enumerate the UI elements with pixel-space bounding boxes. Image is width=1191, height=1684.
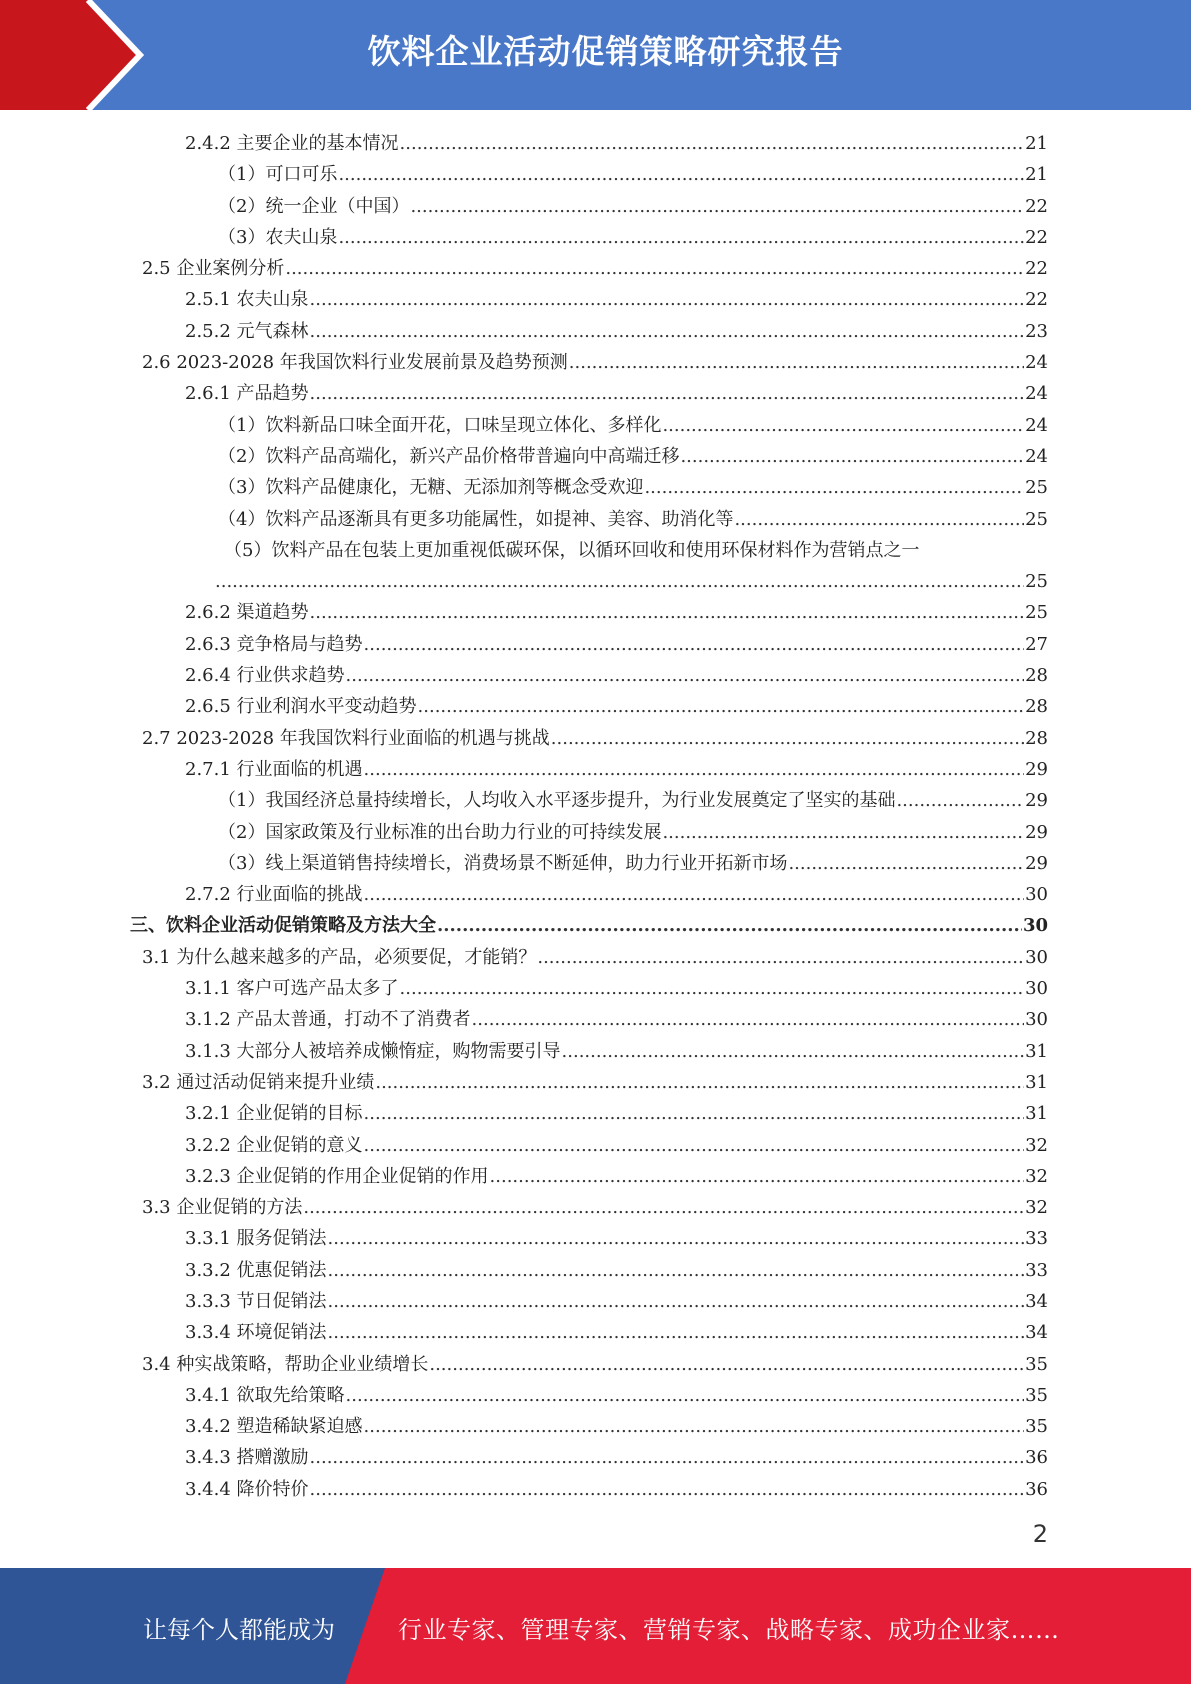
toc-entry-page: 24: [1025, 414, 1048, 436]
toc-entry-title: 2.6 2023-2028 年我国饮料行业发展前景及趋势预测: [142, 352, 568, 374]
toc-entry-page: 28: [1025, 727, 1048, 749]
toc-entry[interactable]: [130, 191, 1048, 222]
toc-leader-dots: [215, 566, 1024, 597]
toc-entry-title: 2.5.1 农夫山泉: [185, 289, 309, 311]
toc-entry-title: （2）统一企业（中国）: [218, 195, 410, 217]
toc-entry-title: 2.6.3 竞争格局与趋势: [185, 633, 363, 655]
toc-entry[interactable]: [130, 1161, 1048, 1192]
toc-entry-title: 3.2.2 企业促销的意义: [185, 1134, 363, 1156]
toc-entry-page: 30: [1025, 946, 1048, 968]
footer-slogan-left: 让每个人都能成为: [143, 1616, 335, 1644]
toc-entry-page: 30: [1025, 884, 1048, 906]
toc-entry[interactable]: [130, 1098, 1048, 1129]
toc-leader-dots: [328, 1255, 1025, 1286]
toc-entry[interactable]: [130, 253, 1048, 284]
toc-entry-page: 30: [1025, 1009, 1048, 1031]
toc-entry[interactable]: [130, 1286, 1048, 1317]
toc-entry-title: 3.2 通过活动促销来提升业绩: [142, 1071, 375, 1093]
toc-entry[interactable]: [130, 973, 1048, 1004]
toc-entry-page: 35: [1025, 1416, 1048, 1438]
toc-leader-dots: [328, 1317, 1025, 1348]
toc-entry[interactable]: [130, 723, 1048, 754]
toc-entry-page: 29: [1025, 821, 1048, 843]
toc-entry-page: 29: [1025, 758, 1048, 780]
toc-entry-title: 3.4.3 搭赠激励: [185, 1447, 309, 1469]
toc-entry[interactable]: [130, 817, 1048, 848]
toc-entry-page: 33: [1025, 1259, 1048, 1281]
toc-entry-page: 32: [1025, 1134, 1048, 1156]
toc-entry-title: 3.3.2 优惠促销法: [185, 1259, 327, 1281]
toc-entry-page: 24: [1025, 383, 1048, 405]
toc-leader-dots: [562, 1036, 1025, 1067]
toc-entry-title: 3.3.3 节日促销法: [185, 1290, 327, 1312]
toc-entry[interactable]: [130, 1442, 1048, 1473]
toc-entry-page: 32: [1025, 1197, 1048, 1219]
toc-entry[interactable]: [130, 504, 1048, 535]
toc-leader-dots: [788, 848, 1024, 879]
page-header: [0, 0, 1191, 110]
toc-leader-dots: [429, 1349, 1024, 1380]
toc-entry-title: 2.7 2023-2028 年我国饮料行业面临的机遇与挑战: [142, 727, 550, 749]
toc-entry-title: （1）可口可乐: [218, 164, 338, 186]
toc-leader-dots: [328, 1286, 1025, 1317]
toc-entry-title: 3.1.1 客户可选产品太多了: [185, 978, 399, 1000]
toc-entry-page: 25: [1025, 477, 1048, 499]
toc-entry[interactable]: [130, 1411, 1048, 1442]
toc-entry[interactable]: [130, 1380, 1048, 1411]
toc-leader-dots: [418, 691, 1025, 722]
toc-entry-page: 25: [1025, 602, 1048, 624]
toc-leader-dots: [310, 316, 1025, 347]
toc-entry-title: 3.1.2 产品太普通，打动不了消费者: [185, 1009, 471, 1031]
toc-entry-page: 35: [1025, 1384, 1048, 1406]
toc-entry-title: 2.6.2 渠道趋势: [185, 602, 309, 624]
toc-leader-dots: [364, 879, 1025, 910]
toc-leader-dots: [400, 973, 1025, 1004]
toc-leader-dots: [346, 1380, 1025, 1411]
toc-leader-dots: [310, 378, 1025, 409]
toc-entry-title: 2.4.2 主要企业的基本情况: [185, 133, 399, 154]
toc-leader-dots: [490, 1161, 1025, 1192]
toc-leader-dots: [328, 1223, 1025, 1254]
toc-entry-title: 2.7.2 行业面临的挑战: [185, 884, 363, 906]
toc-entry-title: 3.2.1 企业促销的目标: [185, 1103, 363, 1125]
footer-slogan-right: 行业专家、管理专家、营销专家、战略专家、成功企业家……: [398, 1616, 1060, 1644]
toc-leader-dots: [364, 629, 1025, 660]
toc-entry-title: 3.1 为什么越来越多的产品，必须要促，才能销？: [142, 946, 537, 968]
toc-entry-page: 21: [1025, 133, 1048, 154]
toc-entry-title: 2.7.1 行业面临的机遇: [185, 758, 363, 780]
toc-entry[interactable]: [130, 316, 1048, 347]
toc-entry-title: 三、饮料企业活动促销策略及方法大全: [130, 915, 436, 937]
toc-entry[interactable]: [130, 1349, 1048, 1380]
toc-leader-dots: [680, 441, 1024, 472]
toc-leader-dots: [644, 472, 1024, 503]
toc-leader-dots: [310, 284, 1025, 315]
toc-entry-title: 2.5 企业案例分析: [142, 258, 285, 280]
toc-leader-dots: [338, 159, 1024, 190]
toc-entry[interactable]: [130, 378, 1048, 409]
toc-entry[interactable]: [130, 1067, 1048, 1098]
toc-leader-dots: [303, 1192, 1024, 1223]
toc-entry[interactable]: [130, 1130, 1048, 1161]
toc-entry-page: 22: [1025, 226, 1048, 248]
toc-entry-page: 21: [1025, 164, 1048, 186]
toc-entry[interactable]: [130, 1036, 1048, 1067]
toc-leader-dots: [310, 597, 1025, 628]
toc-entry-page: 36: [1025, 1478, 1048, 1500]
page-number: 2: [1032, 1520, 1048, 1548]
toc-leader-dots: [338, 222, 1024, 253]
toc-entry-title: （1）我国经济总量持续增长，人均收入水平逐步提升，为行业发展奠定了坚实的基础: [218, 790, 896, 812]
toc-leader-dots: [375, 1067, 1024, 1098]
toc-entry-page: 22: [1025, 289, 1048, 311]
toc-entry-title: 2.6.5 行业利润水平变动趋势: [185, 696, 417, 718]
toc-entry-page: 31: [1025, 1103, 1048, 1125]
toc-entry-page: 22: [1025, 258, 1048, 280]
toc-entry[interactable]: [130, 597, 1048, 628]
toc-leader-dots: [310, 1442, 1025, 1473]
toc-entry-page: 23: [1025, 320, 1048, 342]
toc-entry-page: 34: [1025, 1290, 1048, 1312]
toc-entry[interactable]: [130, 410, 1048, 441]
toc-leader-dots: [364, 1130, 1025, 1161]
toc-entry[interactable]: [130, 1192, 1048, 1223]
toc-leader-dots: [896, 785, 1024, 816]
toc-entry[interactable]: [130, 347, 1048, 378]
toc-entry-title: 3.3 企业促销的方法: [142, 1197, 303, 1219]
report-title: 饮料企业活动促销策略研究报告: [367, 32, 844, 71]
toc-leader-dots: [662, 817, 1024, 848]
toc-leader-dots: [346, 660, 1025, 691]
toc-entry[interactable]: [130, 879, 1048, 910]
toc-entry[interactable]: [130, 284, 1048, 315]
toc-leader-dots: [537, 942, 1024, 973]
toc-entry[interactable]: [130, 910, 1048, 941]
toc-entry-page: 29: [1025, 790, 1048, 812]
toc-entry-wrapped-continuation[interactable]: [130, 566, 1048, 597]
toc-leader-dots: [734, 504, 1024, 535]
toc-entry[interactable]: [130, 1223, 1048, 1254]
toc-entry-page: 31: [1025, 1071, 1048, 1093]
toc-entry-title: （1）饮料新品口味全面开花，口味呈现立体化、多样化: [218, 414, 662, 436]
toc-entry-title: 3.3.1 服务促销法: [185, 1228, 327, 1250]
toc-entry-title: （2）国家政策及行业标准的出台助力行业的可持续发展: [218, 821, 662, 843]
toc-entry-page: 24: [1025, 445, 1048, 467]
toc-entry-title: （3）农夫山泉: [218, 226, 338, 248]
toc-entry[interactable]: [130, 441, 1048, 472]
toc-leader-dots: [437, 910, 1022, 941]
toc-entry-title: （3）饮料产品健康化，无糖、无添加剂等概念受欢迎: [218, 477, 644, 499]
toc-entry-page: 27: [1025, 633, 1048, 655]
toc-entry-title: （2）饮料产品高端化，新兴产品价格带普遍向中高端迁移: [218, 445, 680, 467]
table-of-contents: [130, 128, 1048, 1505]
toc-entry-title: 3.3.4 环境促销法: [185, 1322, 327, 1344]
toc-entry[interactable]: [130, 472, 1048, 503]
toc-entry[interactable]: [130, 222, 1048, 253]
toc-entry[interactable]: [130, 1317, 1048, 1348]
toc-entry-title: 2.6.4 行业供求趋势: [185, 665, 345, 687]
toc-entry-page: 25: [1025, 571, 1048, 593]
toc-entry-page: 31: [1025, 1040, 1048, 1062]
toc-entry-page: 28: [1025, 696, 1048, 718]
toc-leader-dots: [364, 754, 1025, 785]
toc-entry-title: 3.4.1 欲取先给策略: [185, 1384, 345, 1406]
toc-entry-page: 35: [1025, 1353, 1048, 1375]
toc-entry-title: 2.5.2 元气森林: [185, 320, 309, 342]
toc-entry-title: （4）饮料产品逐渐具有更多功能属性，如提神、美容、助消化等: [218, 508, 734, 530]
toc-leader-dots: [400, 128, 1025, 159]
toc-entry-title: （3）线上渠道销售持续增长，消费场景不断延伸，助力行业开拓新市场: [218, 852, 788, 874]
toc-entry-wrapped-title[interactable]: （5）饮料产品在包装上更加重视低碳环保，以循环回收和使用环保材料作为营销点之一: [224, 539, 920, 561]
toc-entry-page: 30: [1022, 915, 1048, 937]
toc-entry[interactable]: [130, 128, 1048, 159]
toc-entry[interactable]: [130, 1474, 1048, 1505]
toc-leader-dots: [364, 1411, 1025, 1442]
toc-entry-title: 3.4.4 降价特价: [185, 1478, 309, 1500]
toc-entry-page: 22: [1025, 195, 1048, 217]
toc-entry[interactable]: [130, 942, 1048, 973]
toc-leader-dots: [310, 1474, 1025, 1505]
toc-entry[interactable]: [130, 848, 1048, 879]
toc-entry[interactable]: [130, 691, 1048, 722]
toc-entry-page: 36: [1025, 1447, 1048, 1469]
toc-leader-dots: [569, 347, 1024, 378]
toc-entry-title: 2.6.1 产品趋势: [185, 383, 309, 405]
toc-entry-title: 3.2.3 企业促销的作用企业促销的作用: [185, 1165, 489, 1187]
toc-entry-page: 32: [1025, 1165, 1048, 1187]
toc-entry[interactable]: [130, 159, 1048, 190]
toc-leader-dots: [662, 410, 1024, 441]
toc-entry-page: 25: [1025, 508, 1048, 530]
toc-entry[interactable]: [130, 629, 1048, 660]
toc-entry-title: 3.1.3 大部分人被培养成懒惰症，购物需要引导: [185, 1040, 561, 1062]
toc-entry[interactable]: [130, 754, 1048, 785]
toc-entry-page: 28: [1025, 665, 1048, 687]
toc-entry-title: 3.4.2 塑造稀缺紧迫感: [185, 1416, 363, 1438]
toc-entry[interactable]: [130, 1004, 1048, 1035]
toc-leader-dots: [410, 191, 1024, 222]
toc-leader-dots: [472, 1004, 1025, 1035]
toc-entry-title: 3.4 种实战策略，帮助企业业绩增长: [142, 1353, 429, 1375]
toc-entry[interactable]: [130, 785, 1048, 816]
toc-leader-dots: [551, 723, 1024, 754]
toc-leader-dots: [285, 253, 1024, 284]
toc-entry-page: 29: [1025, 852, 1048, 874]
toc-entry-page: 24: [1025, 352, 1048, 374]
toc-entry-page: 30: [1025, 978, 1048, 1000]
toc-entry-page: 33: [1025, 1228, 1048, 1250]
toc-entry[interactable]: [130, 1255, 1048, 1286]
page-footer: [0, 1568, 1191, 1684]
toc-entry-page: 34: [1025, 1322, 1048, 1344]
toc-entry[interactable]: [130, 660, 1048, 691]
toc-leader-dots: [364, 1098, 1025, 1129]
